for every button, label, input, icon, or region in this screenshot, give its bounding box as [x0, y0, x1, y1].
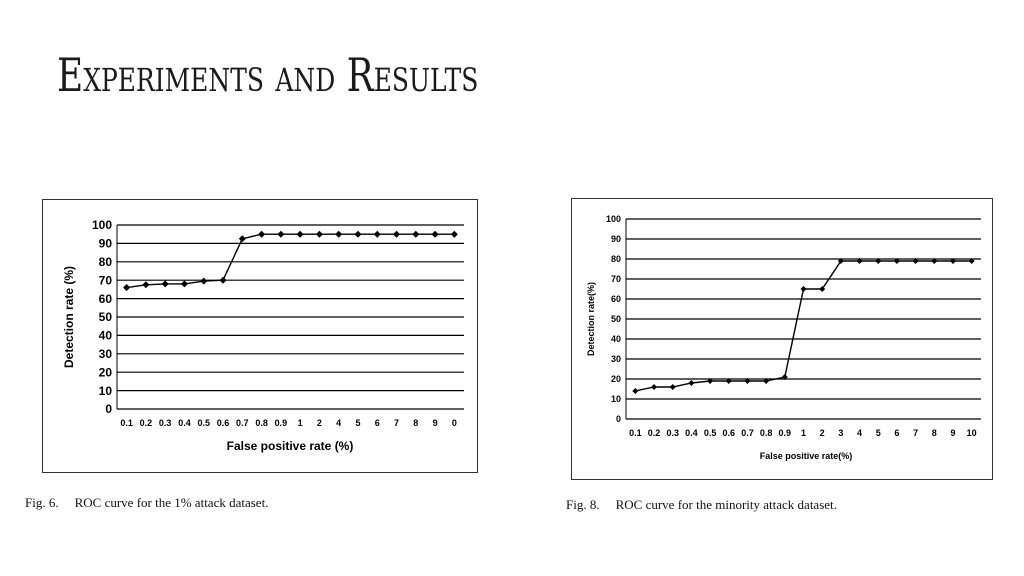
x-tick-label: 0.4 — [178, 418, 191, 428]
data-point — [451, 231, 458, 238]
x-tick-label: 0.2 — [647, 428, 661, 438]
y-tick-label: 100 — [91, 218, 112, 233]
y-tick-label: 80 — [610, 254, 621, 265]
y-tick-label: 10 — [98, 383, 112, 398]
y-tick-label: 50 — [98, 310, 112, 325]
roc-chart-1-frame — [42, 199, 478, 473]
x-tick-label: 0.4 — [685, 428, 698, 438]
data-point — [632, 388, 638, 394]
x-tick-label: 7 — [913, 428, 919, 438]
x-tick-label: 0.9 — [274, 418, 288, 428]
x-tick-label: 0.8 — [759, 428, 773, 438]
figure-number: Fig. 6. — [25, 495, 59, 510]
data-point — [393, 231, 400, 238]
x-tick-label: 0.9 — [778, 428, 792, 438]
x-tick-label: 6 — [894, 428, 900, 438]
series-line — [127, 234, 455, 287]
data-point — [162, 280, 169, 287]
y-tick-label: 70 — [610, 274, 621, 285]
x-tick-label: 10 — [966, 428, 977, 438]
y-tick-label: 40 — [610, 334, 621, 345]
y-tick-label: 10 — [610, 394, 621, 405]
x-tick-label: 0.1 — [120, 418, 133, 428]
x-tick-label: 9 — [950, 428, 956, 438]
y-tick-label: 60 — [98, 291, 112, 306]
data-point — [123, 284, 130, 291]
x-tick-label: 7 — [394, 418, 400, 428]
data-point — [432, 231, 439, 238]
y-tick-label: 0 — [615, 414, 621, 425]
data-point — [200, 278, 207, 285]
x-tick-label: 0.7 — [741, 428, 754, 438]
data-point — [335, 231, 342, 238]
y-tick-label: 20 — [98, 365, 112, 380]
y-axis-label: Detection rate(%) — [586, 281, 596, 357]
figure-caption-1 — [25, 495, 268, 511]
data-point — [670, 384, 676, 390]
x-tick-label: 4 — [336, 418, 342, 428]
y-tick-label: 50 — [610, 314, 621, 325]
x-tick-label: 3 — [838, 428, 844, 438]
x-tick-label: 0.7 — [236, 418, 249, 428]
x-tick-label: 0.5 — [197, 418, 211, 428]
slide-title: Experiments and Results — [57, 48, 479, 102]
x-axis-label: False positive rate(%) — [759, 451, 853, 461]
data-point — [277, 231, 284, 238]
y-tick-label: 40 — [98, 328, 112, 343]
data-point — [374, 231, 381, 238]
figure-number: Fig. 8. — [566, 497, 600, 512]
x-tick-label: 8 — [413, 418, 419, 428]
y-tick-label: 30 — [98, 347, 112, 361]
x-tick-label: 0.6 — [216, 418, 230, 428]
data-point — [651, 384, 657, 390]
data-point — [801, 286, 807, 292]
x-tick-label: 9 — [432, 418, 438, 428]
data-point — [258, 231, 265, 238]
roc-chart-1 — [43, 200, 477, 472]
figure-caption-text: ROC curve for the minority attack dataset. — [615, 497, 837, 512]
data-point — [239, 235, 246, 242]
data-point — [688, 380, 694, 386]
x-tick-label: 1 — [297, 418, 303, 428]
x-tick-label: 5 — [355, 418, 361, 428]
roc-chart-2 — [572, 199, 992, 479]
x-tick-label: 0 — [451, 418, 457, 428]
x-tick-label: 2 — [819, 428, 825, 438]
y-tick-label: 70 — [98, 273, 112, 288]
x-tick-label: 0.3 — [666, 428, 679, 438]
x-tick-label: 2 — [316, 418, 322, 428]
data-point — [297, 231, 304, 238]
x-tick-label: 0.8 — [255, 418, 268, 428]
y-tick-label: 0 — [105, 402, 112, 417]
x-tick-label: 8 — [931, 428, 937, 438]
data-point — [354, 231, 361, 238]
y-axis-label: Detection rate (%) — [62, 265, 76, 369]
x-tick-label: 0.2 — [139, 418, 153, 428]
data-point — [316, 231, 323, 238]
x-tick-label: 6 — [374, 418, 380, 428]
x-tick-label: 5 — [875, 428, 881, 438]
series-line — [635, 261, 971, 391]
x-tick-label: 0.6 — [722, 428, 736, 438]
y-tick-label: 20 — [610, 374, 621, 385]
x-tick-label: 0.3 — [158, 418, 172, 428]
y-tick-label: 90 — [610, 234, 621, 245]
figure-caption-2 — [566, 497, 837, 513]
x-tick-label: 4 — [857, 428, 863, 438]
figure-caption-text: ROC curve for the 1% attack dataset. — [74, 495, 269, 510]
x-tick-label: 0.5 — [703, 428, 717, 438]
y-tick-label: 60 — [610, 294, 621, 305]
y-tick-label: 100 — [605, 214, 621, 225]
data-point — [181, 280, 188, 287]
x-axis-label: False positive rate (%) — [226, 439, 354, 453]
y-tick-label: 30 — [610, 354, 621, 365]
data-point — [142, 281, 149, 288]
x-tick-label: 0.1 — [629, 428, 642, 438]
y-tick-label: 80 — [98, 255, 112, 269]
x-tick-label: 1 — [800, 428, 807, 438]
data-point — [412, 231, 419, 238]
y-tick-label: 90 — [98, 236, 112, 251]
roc-chart-2-frame — [571, 198, 993, 480]
data-point — [220, 277, 227, 284]
